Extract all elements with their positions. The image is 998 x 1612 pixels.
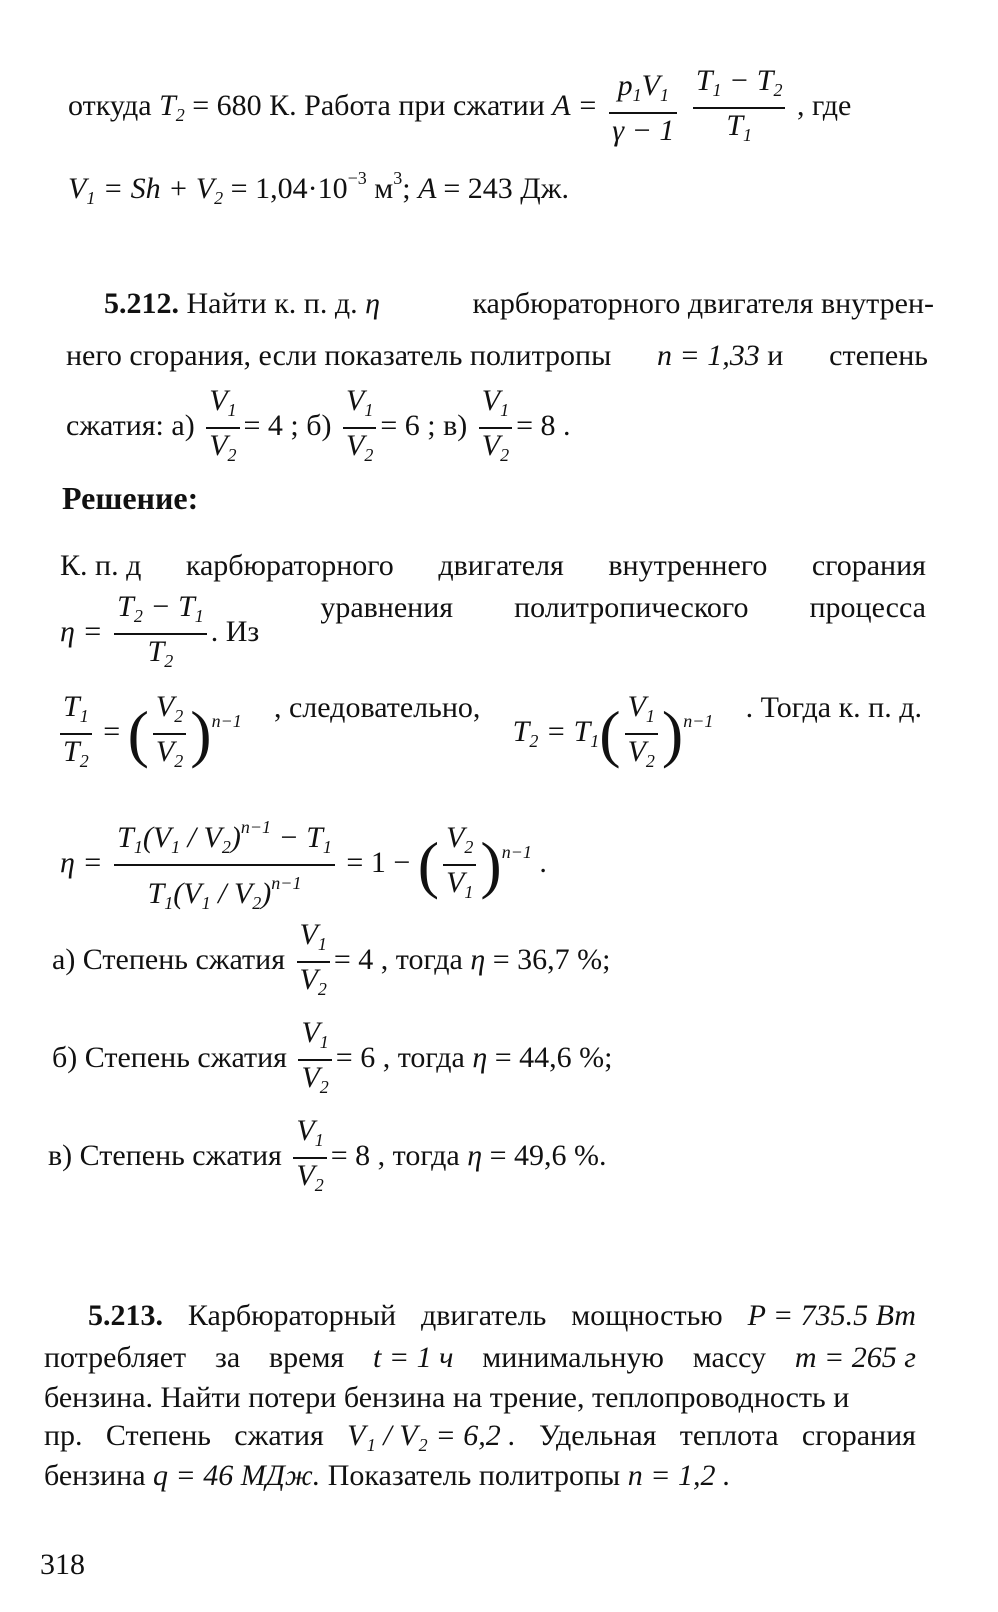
text: степень: [829, 339, 928, 372]
p213-line-1: 5.213. Карбюраторный двигатель мощностью P = 735.5 Вт: [88, 1299, 916, 1332]
formula: n = 1,33: [657, 339, 760, 372]
solution-line-4: η = $\frac{T_1(V_1 / V_2)^{n-1} - T_1}{T_1(V_1 / V_2)^{n-1}}$ = 1 − ( $\frac{V_2}{V_1}$ )$^{n-1}$ .: [60, 810, 547, 920]
text: карбюраторного двигателя внутрен-: [472, 287, 934, 320]
page-number: 318: [40, 1548, 85, 1581]
problem-number: 5.212.: [104, 287, 179, 320]
solution-c: в) Степень сжатия $\frac{V_1}{V_2}$ = 8 , тогда η = 49,6 %.: [48, 1114, 607, 1195]
text: и: [767, 339, 784, 372]
text: м: [366, 172, 394, 205]
p213-line-3: бензина. Найти потери бензина на трение, теплопроводность и: [44, 1381, 850, 1414]
p212-line-2: [66, 338, 928, 374]
text: = 6 ; в): [380, 408, 468, 442]
p213-line-5: бензина q = 46 МДж. Показатель политропы n = 1,2 .: [44, 1459, 731, 1492]
text: = 4 ; б): [243, 408, 332, 442]
solution-line-2: η = $\frac{T_2 - T_1}{T_2}$ . Из уравнения политропического процесса: [60, 590, 926, 671]
prev-line-1: откуда $T_2 = 680$ К. Работа при сжатии A = $\frac{p_1V_1}{\gamma - 1}$ $\frac{T_1 - T_2}{T_1}$ , где: [68, 64, 851, 152]
problem-number: 5.213.: [88, 1299, 163, 1332]
solution-b: б) Степень сжатия $\frac{V_1}{V_2}$ = 6 , тогда η = 44,6 %;: [52, 1016, 613, 1097]
sup: 3: [393, 168, 403, 188]
text: , где: [796, 88, 852, 122]
text: = 680 К. Работа при сжатии: [192, 88, 545, 122]
text: = 1,04·10: [230, 172, 348, 205]
text: Найти к. п. д.: [186, 287, 358, 320]
solution-line-1: К. п. д карбюраторного двигателя внутреннего сгорания: [60, 549, 926, 582]
prev-line-2: $V_1 = Sh + V_2 = 1,04\cdot 10^{-3}$ $м^3$; A = 243 Дж.: [68, 168, 569, 208]
solution-line-3: $\frac{T_1}{T_2}$ = ( $\frac{V_2}{V_2}$ )$^{n-1}$ , следовательно, $T_2 = T_1$( $\frac{V_1}{V_2}$ )$^{n-1}$ . Тогда к. п. д.: [56, 690, 922, 778]
text: = 8 .: [516, 408, 571, 442]
fraction: $\frac{p_1V_1}{\gamma - 1}$: [609, 69, 677, 148]
text: = 243 Дж.: [443, 172, 569, 205]
p212-line-3: сжатия: а) $\frac{V_1}{V_2}$ = 4 ; б) $\frac{V_1}{V_2}$ = 6 ; в) $\frac{V_1}{V_2}$ = 8 .: [66, 384, 571, 465]
text: него сгорания, если показатель политропы: [66, 339, 612, 372]
p213-line-4: пр. Степень сжатия V₁ / V₂ = 6,2 . Удельная теплота сгорания: [44, 1419, 916, 1452]
solution-title: Решение:: [62, 480, 199, 516]
fraction: $\frac{T_1 - T_2}{T_1}$: [693, 64, 786, 152]
text: откуда: [68, 88, 152, 122]
p213-line-2: потребляет за время t = 1 ч минимальную массу m = 265 г: [44, 1341, 916, 1374]
text: сжатия: а): [66, 408, 195, 442]
p212-line-1: 5.212. Найти к. п. д. η карбюраторного двигателя внутрен-: [104, 287, 934, 320]
solution-a: а) Степень сжатия $\frac{V_1}{V_2}$ = 4 , тогда η = 36,7 %;: [52, 918, 611, 999]
text: ;: [402, 172, 419, 205]
sup: −3: [347, 168, 367, 188]
